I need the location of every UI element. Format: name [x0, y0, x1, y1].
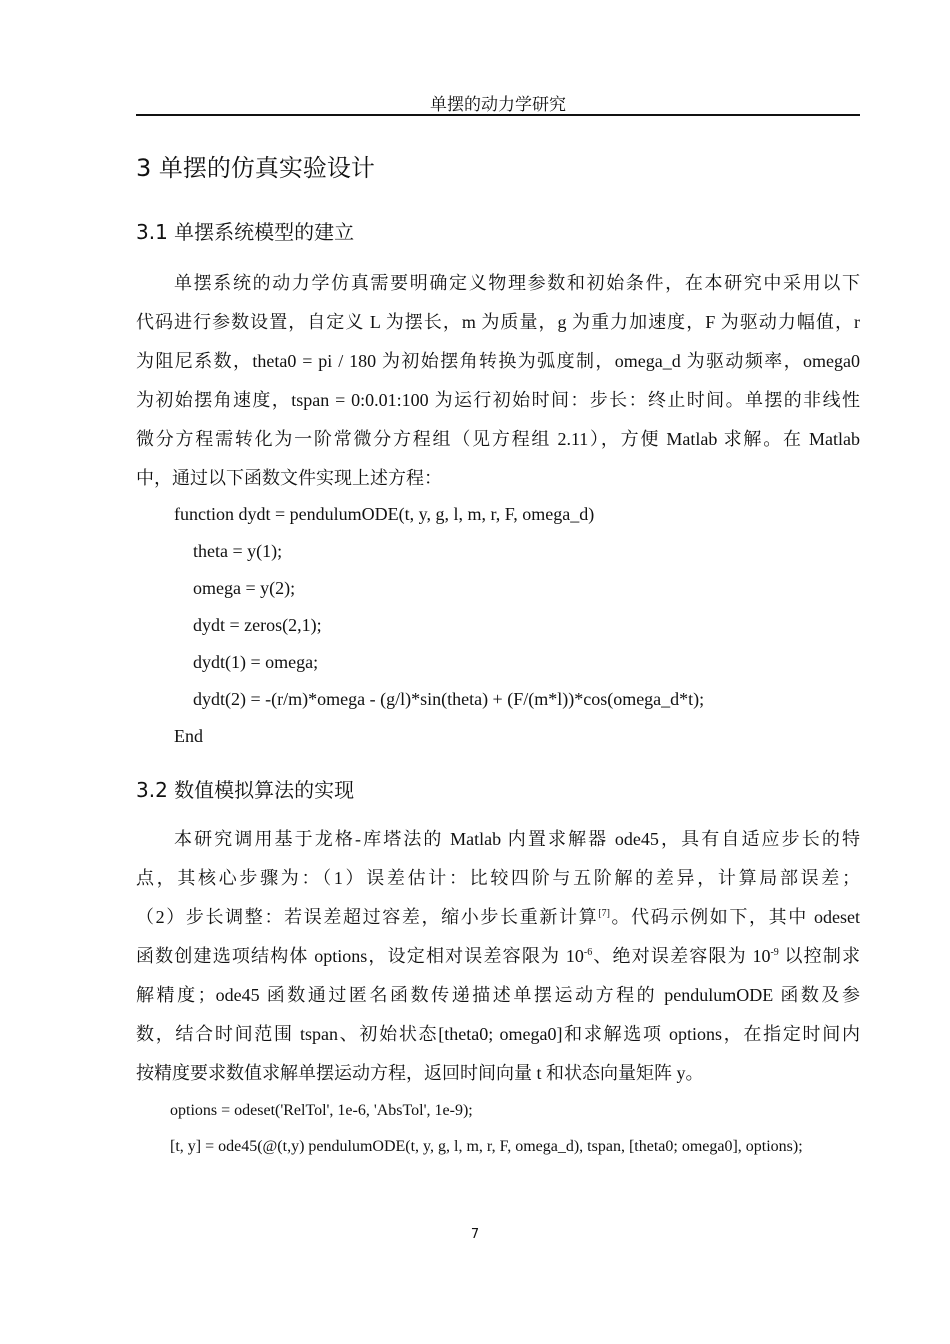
paragraph-line: 中，通过以下函数文件实现上述方程：: [136, 468, 442, 488]
paragraph-line: 按精度要求数值求解单摆运动方程，返回时间向量 t 和状态向量矩阵 y。: [136, 1063, 704, 1083]
paragraph-line: 单摆系统的动力学仿真需要明确定义物理参数和初始条件，在本研究中采用以下: [174, 273, 860, 293]
exponent: -9: [770, 947, 779, 958]
paragraph-line: 为初始摆角速度，tspan = 0:0.01:100 为运行初始时间：步长：终止时间。单摆的非线性: [136, 390, 860, 410]
code-line: dydt = zeros(2,1);: [193, 615, 322, 635]
code-block-ode45: [170, 1093, 803, 1165]
code-line: dydt(1) = omega;: [193, 652, 319, 672]
page-number: 7: [470, 1227, 480, 1242]
line-text: 函数创建选项结构体 options，设定相对误差容限为 10: [136, 946, 584, 966]
paragraph-line: 代码进行参数设置，自定义 L 为摆长，m 为质量，g 为重力加速度，F 为驱动力幅值，r: [136, 312, 860, 332]
line-text: 以控制求: [778, 946, 860, 966]
running-header: 单摆的动力学研究: [430, 95, 566, 114]
code-line: omega = y(2);: [193, 578, 296, 598]
paragraph-line: 数，结合时间范围 tspan、初始状态[theta0; omega0]和求解选项 options，在指定时间内: [136, 1024, 860, 1044]
exponent: -6: [583, 947, 593, 958]
code-line: theta = y(1);: [193, 541, 283, 561]
paragraph-line: 点，其核心步骤为：（1）误差估计：比较四阶与五阶解的差异，计算局部误差；: [136, 868, 860, 888]
paragraph-line: [136, 898, 860, 937]
code-block-pendulum-ode: [174, 496, 704, 755]
code-line: End: [174, 726, 203, 746]
citation-ref: [7]: [598, 908, 610, 919]
paragraph-3-2: [136, 820, 860, 1093]
line-text: （2）步长调整：若误差超过容差，缩小步长重新计算: [136, 907, 599, 927]
header-rule: [136, 114, 860, 116]
line-text: 。代码示例如下，其中 odeset: [609, 907, 861, 927]
code-line: dydt(2) = -(r/m)*omega - (g/l)*sin(theta) + (F/(m*l))*cos(omega_d*t);: [193, 689, 705, 709]
line-text: 、绝对误差容限为 10: [592, 946, 771, 966]
code-line: function dydt = pendulumODE(t, y, g, l, m, r, F, omega_d): [174, 504, 595, 524]
paragraph-line: 微分方程需转化为一阶常微分方程组（见方程组 2.11），方便 Matlab 求解。在 Matlab: [136, 429, 860, 449]
paragraph-line: [136, 937, 860, 976]
paragraph-line: 解精度；ode45 函数通过匿名函数传递描述单摆运动方程的 pendulumODE 函数及参: [136, 985, 860, 1005]
chapter-heading: 3 单摆的仿真实验设计: [136, 154, 375, 182]
paragraph-line: 为阻尼系数，theta0 = pi / 180 为初始摆角转换为弧度制，omega_d 为驱动频率，omega0: [136, 351, 860, 371]
section-heading-3-2: 3.2 数值模拟算法的实现: [136, 778, 355, 802]
paragraph-3-1: [136, 264, 860, 498]
section-heading-3-1: 3.1 单摆系统模型的建立: [136, 220, 355, 244]
code-line: options = odeset('RelTol', 1e-6, 'AbsTol', 1e-9);: [170, 1102, 473, 1119]
paragraph-line: 本研究调用基于龙格-库塔法的 Matlab 内置求解器 ode45，具有自适应步长的特: [174, 829, 860, 849]
code-line: [t, y] = ode45(@(t,y) pendulumODE(t, y, g, l, m, r, F, omega_d), tspan, [theta0; omega0], options);: [170, 1138, 803, 1155]
